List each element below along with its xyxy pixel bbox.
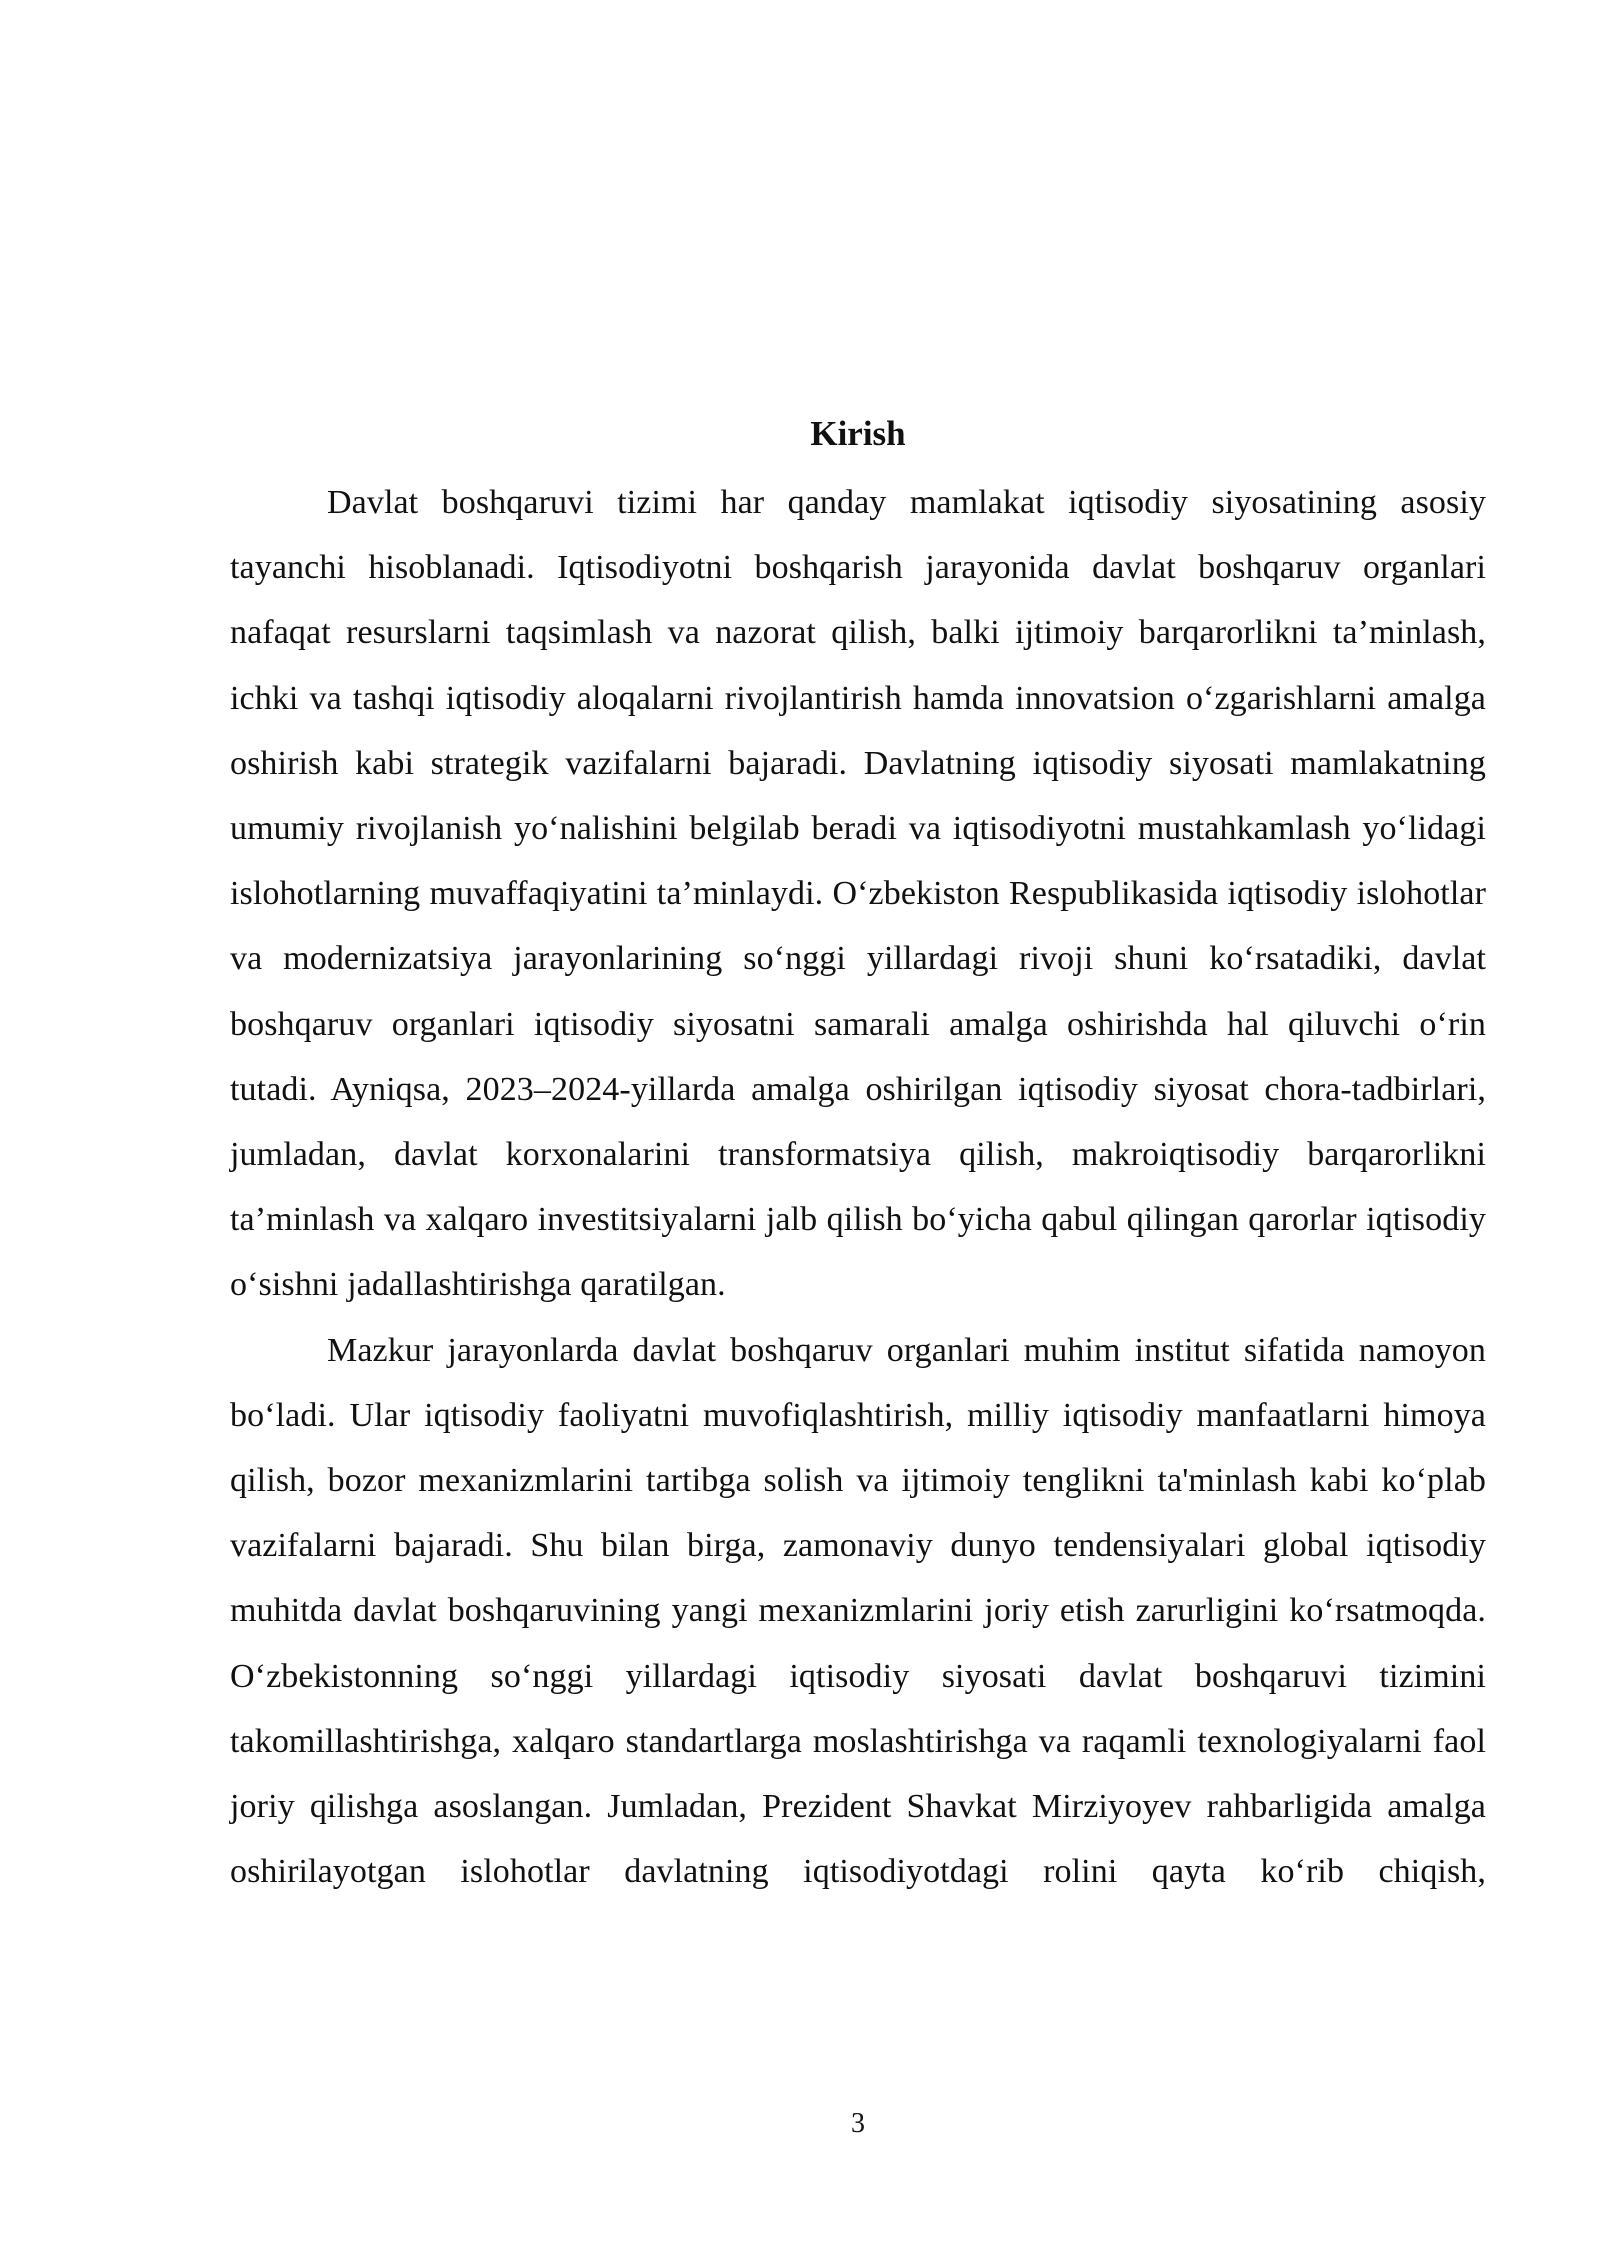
section-heading: Kirish [810,414,906,453]
paragraph-1: Davlat boshqaruvi tizimi har qanday mamlakat iqtisodiy siyosatining asosiy tayanchi hisoblanadi. Iqtisodiyotni boshqarish jarayonida davlat boshqaruv organlari nafaqat resurslarni taqsimlash va nazorat qilish, balki ijtimoiy barqarorlikni ta’minlash, ichki va tashqi iqtisodiy aloqalarni rivojlantirish hamda innovatsion o‘zgarishlarni amalga oshirish kabi strategik vazifalarni bajaradi. Davlatning iqtisodiy siyosati mamlakatning umumiy rivojlanish yo‘nalishini belgilab beradi va iqtisodiyotni mustahkamlash yo‘lidagi islohotlarning muvaffaqiyatini ta’minlaydi. O‘zbekiston Respublikasida iqtisodiy islohotlar va modernizatsiya jarayonlarining so‘nggi yillardagi rivoji shuni ko‘rsatadiki, davlat boshqaruv organlari iqtisodiy siyosatni samarali amalga oshirishda hal qiluvchi o‘rin tutadi. Ayniqsa, 2023–2024-yillarda amalga oshirilgan iqtisodiy siyosat chora-tadbirlari, jumladan, davlat korxonalarini transformatsiya qilish, makroiqtisodiy barqarorlikni ta’minlash va xalqaro investitsiyalarni jalb qilish bo‘yicha qabul qilingan qarorlar iqtisodiy o‘sishni jadallashtirishga qaratilgan. [230,484,1486,1304]
page-number: 3 [851,2108,865,2139]
body-text [230,470,1486,1904]
paragraph-2: Mazkur jarayonlarda davlat boshqaruv organlari muhim institut sifatida namoyon bo‘ladi. Ular iqtisodiy faoliyatni muvofiqlashtirish, milliy iqtisodiy manfaatlarni himoya qilish, bozor mexanizmlarini tartibga solish va ijtimoiy tenglikni ta'minlash kabi ko‘plab vazifalarni bajaradi. Shu bilan birga, zamonaviy dunyo tendensiyalari global iqtisodiy muhitda davlat boshqaruvining yangi mexanizmlarini joriy etish zarurligini ko‘rsatmoqda. O‘zbekistonning so‘nggi yillardagi iqtisodiy siyosati davlat boshqaruvi tizimini takomillashtirishga, xalqaro standartlarga moslashtirishga va raqamli texnologiyalarni faol joriy qilishga asoslangan. Jumladan, Prezident Shavkat Mirziyoyev rahbarligida amalga oshirilayotgan islohotlar davlatning iqtisodiyotdagi rolini qayta ko‘rib chiqish, [230,1331,1486,1891]
